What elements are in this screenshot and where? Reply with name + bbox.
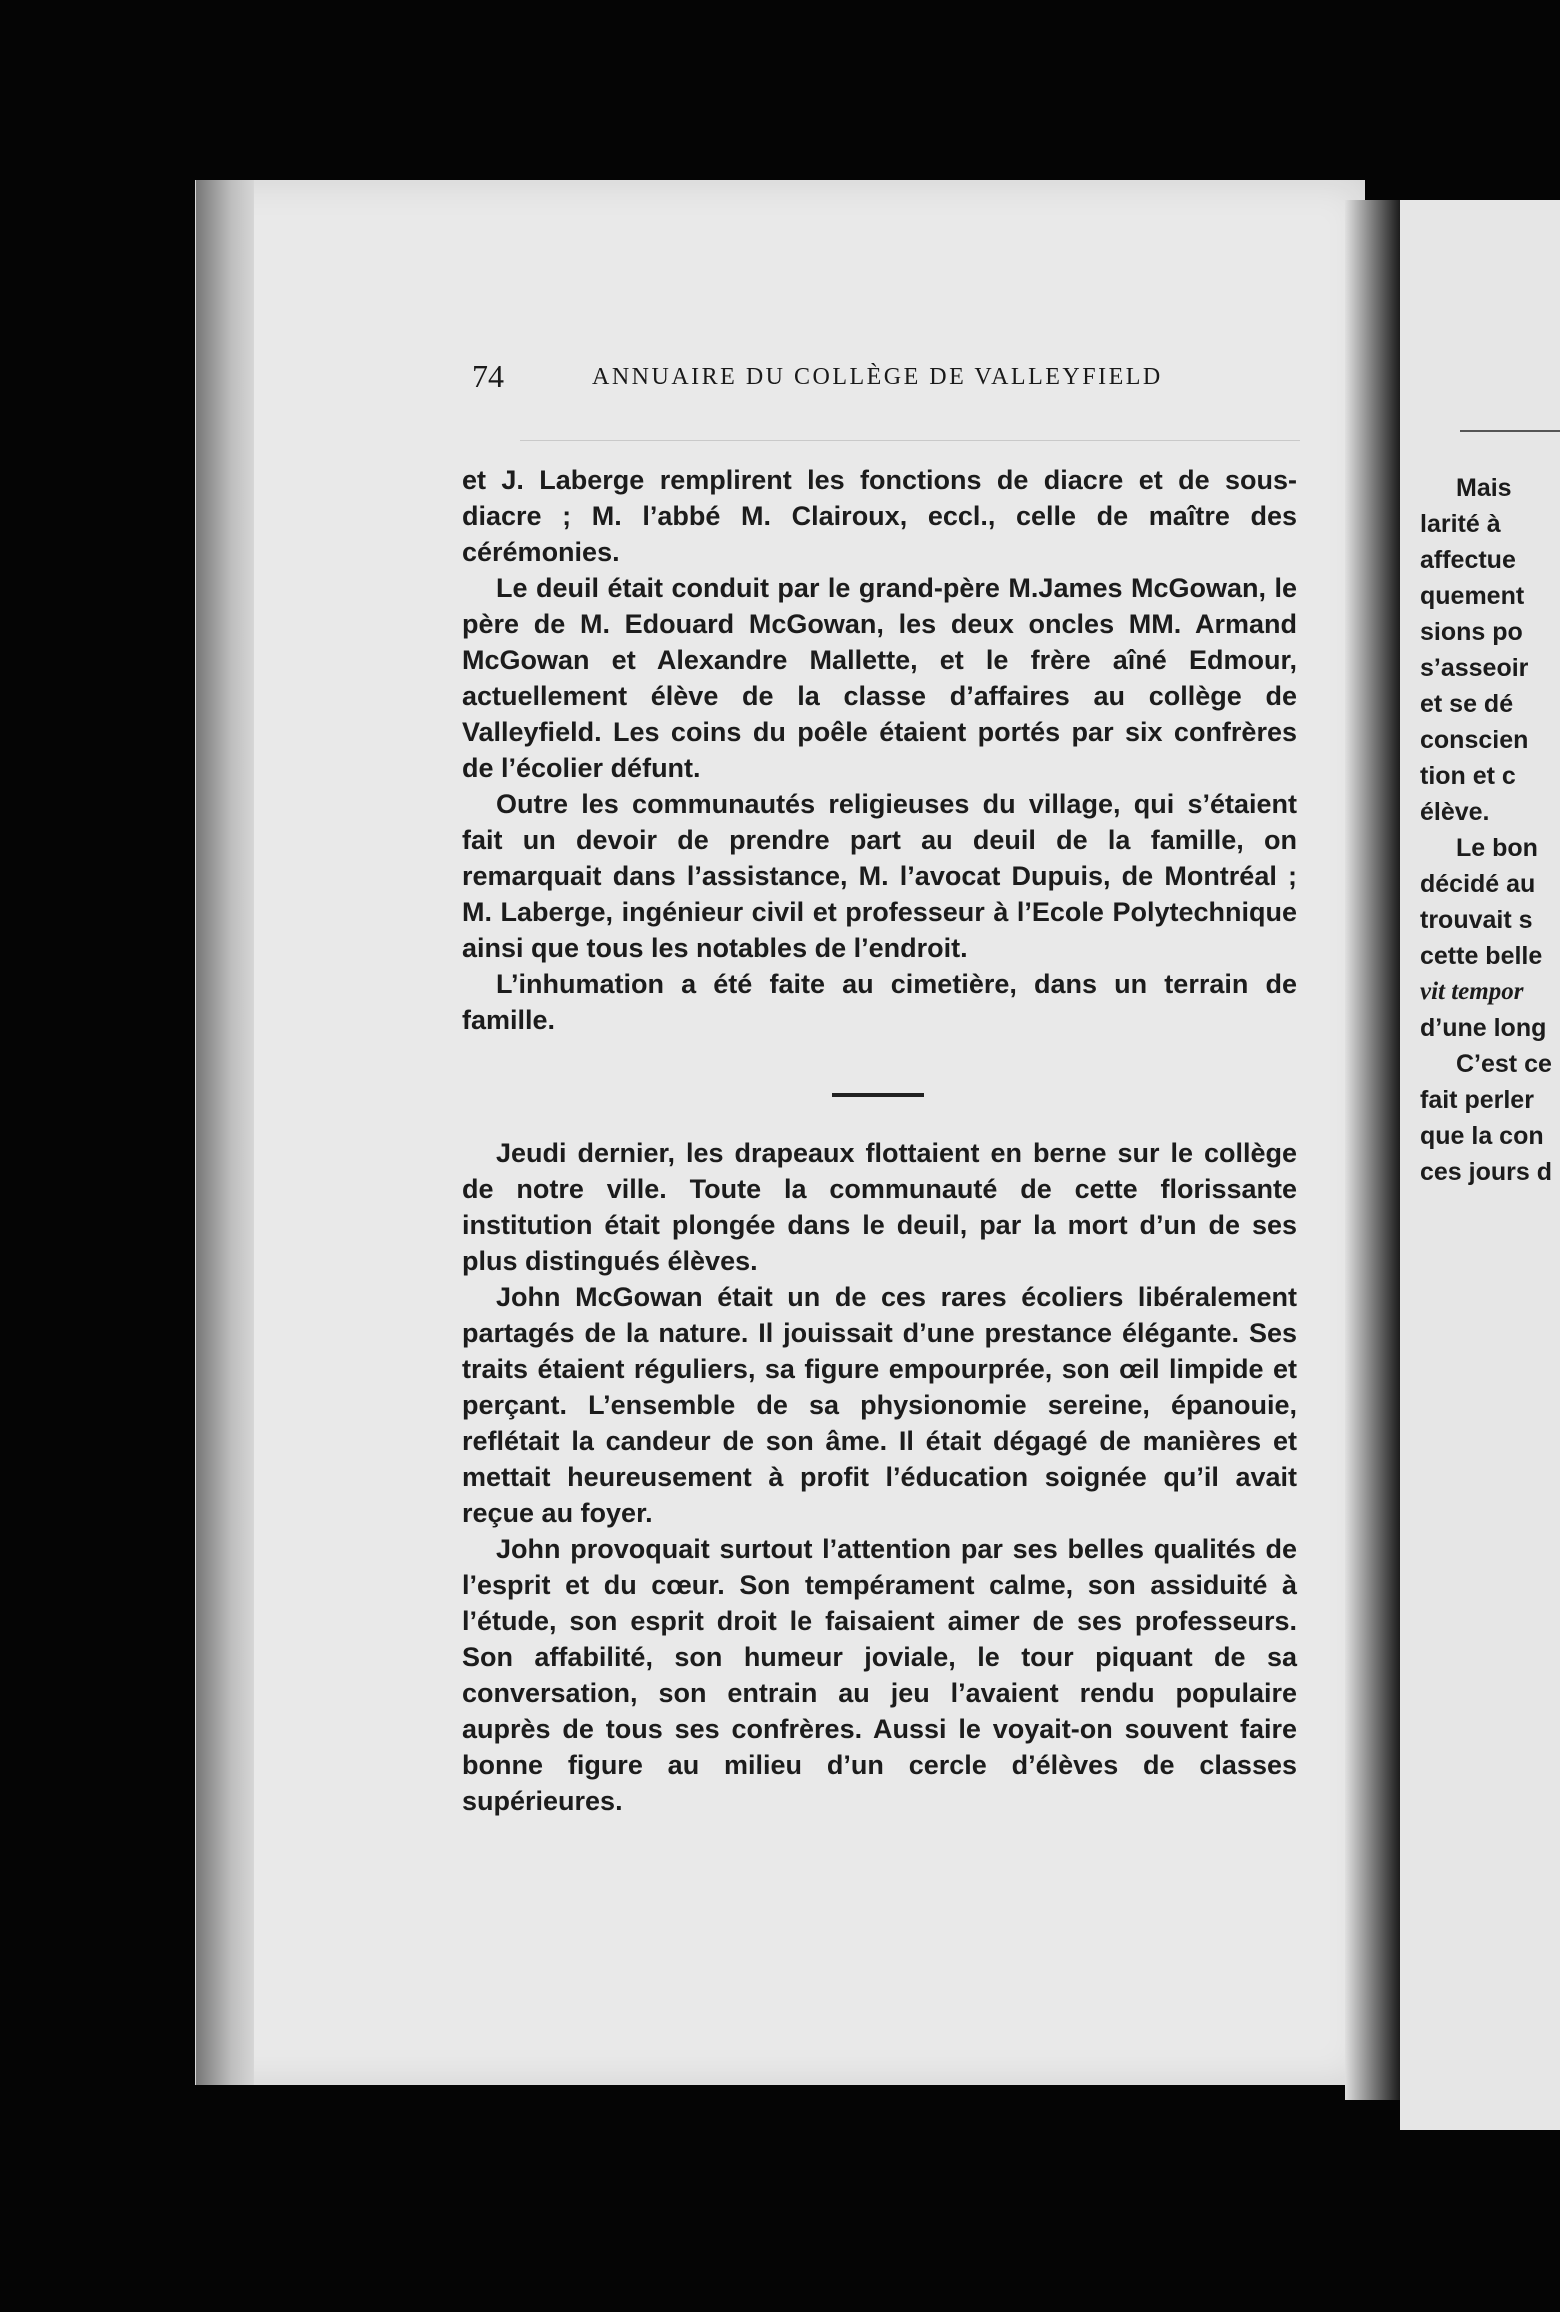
paragraph: Jeudi dernier, les drapeaux flottaient en berne sur le collège de notre ville. Toute la communauté de cette florissante institution était plongée dans le deuil, par la mort d’un de ses plus distingués élèves. <box>462 1138 1297 1276</box>
fragment-line: affectue <box>1420 546 1516 574</box>
paragraph: Le deuil était conduit par le grand-père M.James McGowan, le père de M. Edouard McGowan, les deux oncles MM. Armand McGowan et Alexandre Mallette, et le frère aîné Edmour, actuellement élève de la classe d’affaires au collège de Valleyfield. Les coins du poêle étaient portés par six confrères de l’écolier défunt. <box>462 573 1297 783</box>
paragraph: et J. Laberge remplirent les fonctions de diacre et de sous-diacre ; M. l’abbé M. Clairoux, eccl., celle de maître des cérémonies. <box>462 465 1297 567</box>
paragraph: L’inhumation a été faite au cimetière, dans un terrain de famille. <box>462 969 1297 1035</box>
fragment-line: tion et c <box>1420 762 1516 790</box>
fragment-line: Mais <box>1456 474 1512 502</box>
section-divider <box>832 1093 924 1097</box>
fragment-line: vit tempor <box>1420 978 1524 1005</box>
running-title: ANNUAIRE DU COLLÈGE DE VALLEYFIELD <box>592 364 1163 390</box>
fragment-line: fait perler <box>1420 1086 1534 1114</box>
paragraph: John provoquait surtout l’attention par ses belles qualités de l’esprit et du cœur. Son tempérament calme, son assiduité à l’étude, son esprit droit le faisaient aimer de ses professeurs. Son affabilité, son humeur joviale, le tour piquant de sa conversation, son entrain au jeu l’avaient rendu populaire auprès de tous ses confrères. Aussi le voyait-on souvent faire bonne figure au milieu d’un cercle d’élèves de classes supérieures. <box>462 1534 1297 1816</box>
fragment-line: sions po <box>1420 618 1523 646</box>
right-page-text <box>1420 470 1560 1190</box>
fragment-line: conscien <box>1420 726 1529 754</box>
fragment-line: et se dé <box>1420 690 1514 718</box>
fragment-line: décidé au <box>1420 870 1536 898</box>
section-1-text <box>462 462 1297 1038</box>
header-rule <box>520 440 1300 441</box>
book-gutter <box>1345 200 1405 2100</box>
fragment-line: quement <box>1420 582 1525 610</box>
fragment-line: d’une long <box>1420 1014 1547 1042</box>
page-edge <box>196 180 254 2085</box>
section-2-text <box>462 1135 1297 1819</box>
fragment-line: ces jours d <box>1420 1158 1552 1186</box>
fragment-line: que la con <box>1420 1122 1544 1150</box>
fragment-line: C’est ce <box>1456 1050 1552 1078</box>
running-header <box>472 358 1232 408</box>
paragraph: Outre les communautés religieuses du village, qui s’étaient fait un devoir de prendre part au deuil de la famille, on remarquait dans l’assistance, M. l’avocat Dupuis, de Montréal ; M. Laberge, ingénieur civil et professeur à l’Ecole Polytechnique ainsi que tous les notables de l’endroit. <box>462 789 1297 963</box>
fragment-line: élève. <box>1420 798 1490 826</box>
fragment-line: larité à <box>1420 510 1501 538</box>
fragment-line: cette belle <box>1420 942 1543 970</box>
fragment-line: Le bon <box>1456 834 1538 862</box>
paragraph: John McGowan était un de ces rares écoliers libéralement partagés de la nature. Il jouissait d’une prestance élégante. Ses traits étaient réguliers, sa figure empourprée, son œil limpide et perçant. L’ensemble de sa physionomie sereine, épanouie, reflétait la candeur de son âme. Il était dégagé de manières et mettait heureusement à profit l’éducation soignée qu’il avait reçue au foyer. <box>462 1282 1297 1528</box>
fragment-line: trouvait s <box>1420 906 1533 934</box>
right-header-rule <box>1460 430 1560 432</box>
fragment-line: s’asseoir <box>1420 654 1529 682</box>
page-number: 74 <box>472 358 504 394</box>
